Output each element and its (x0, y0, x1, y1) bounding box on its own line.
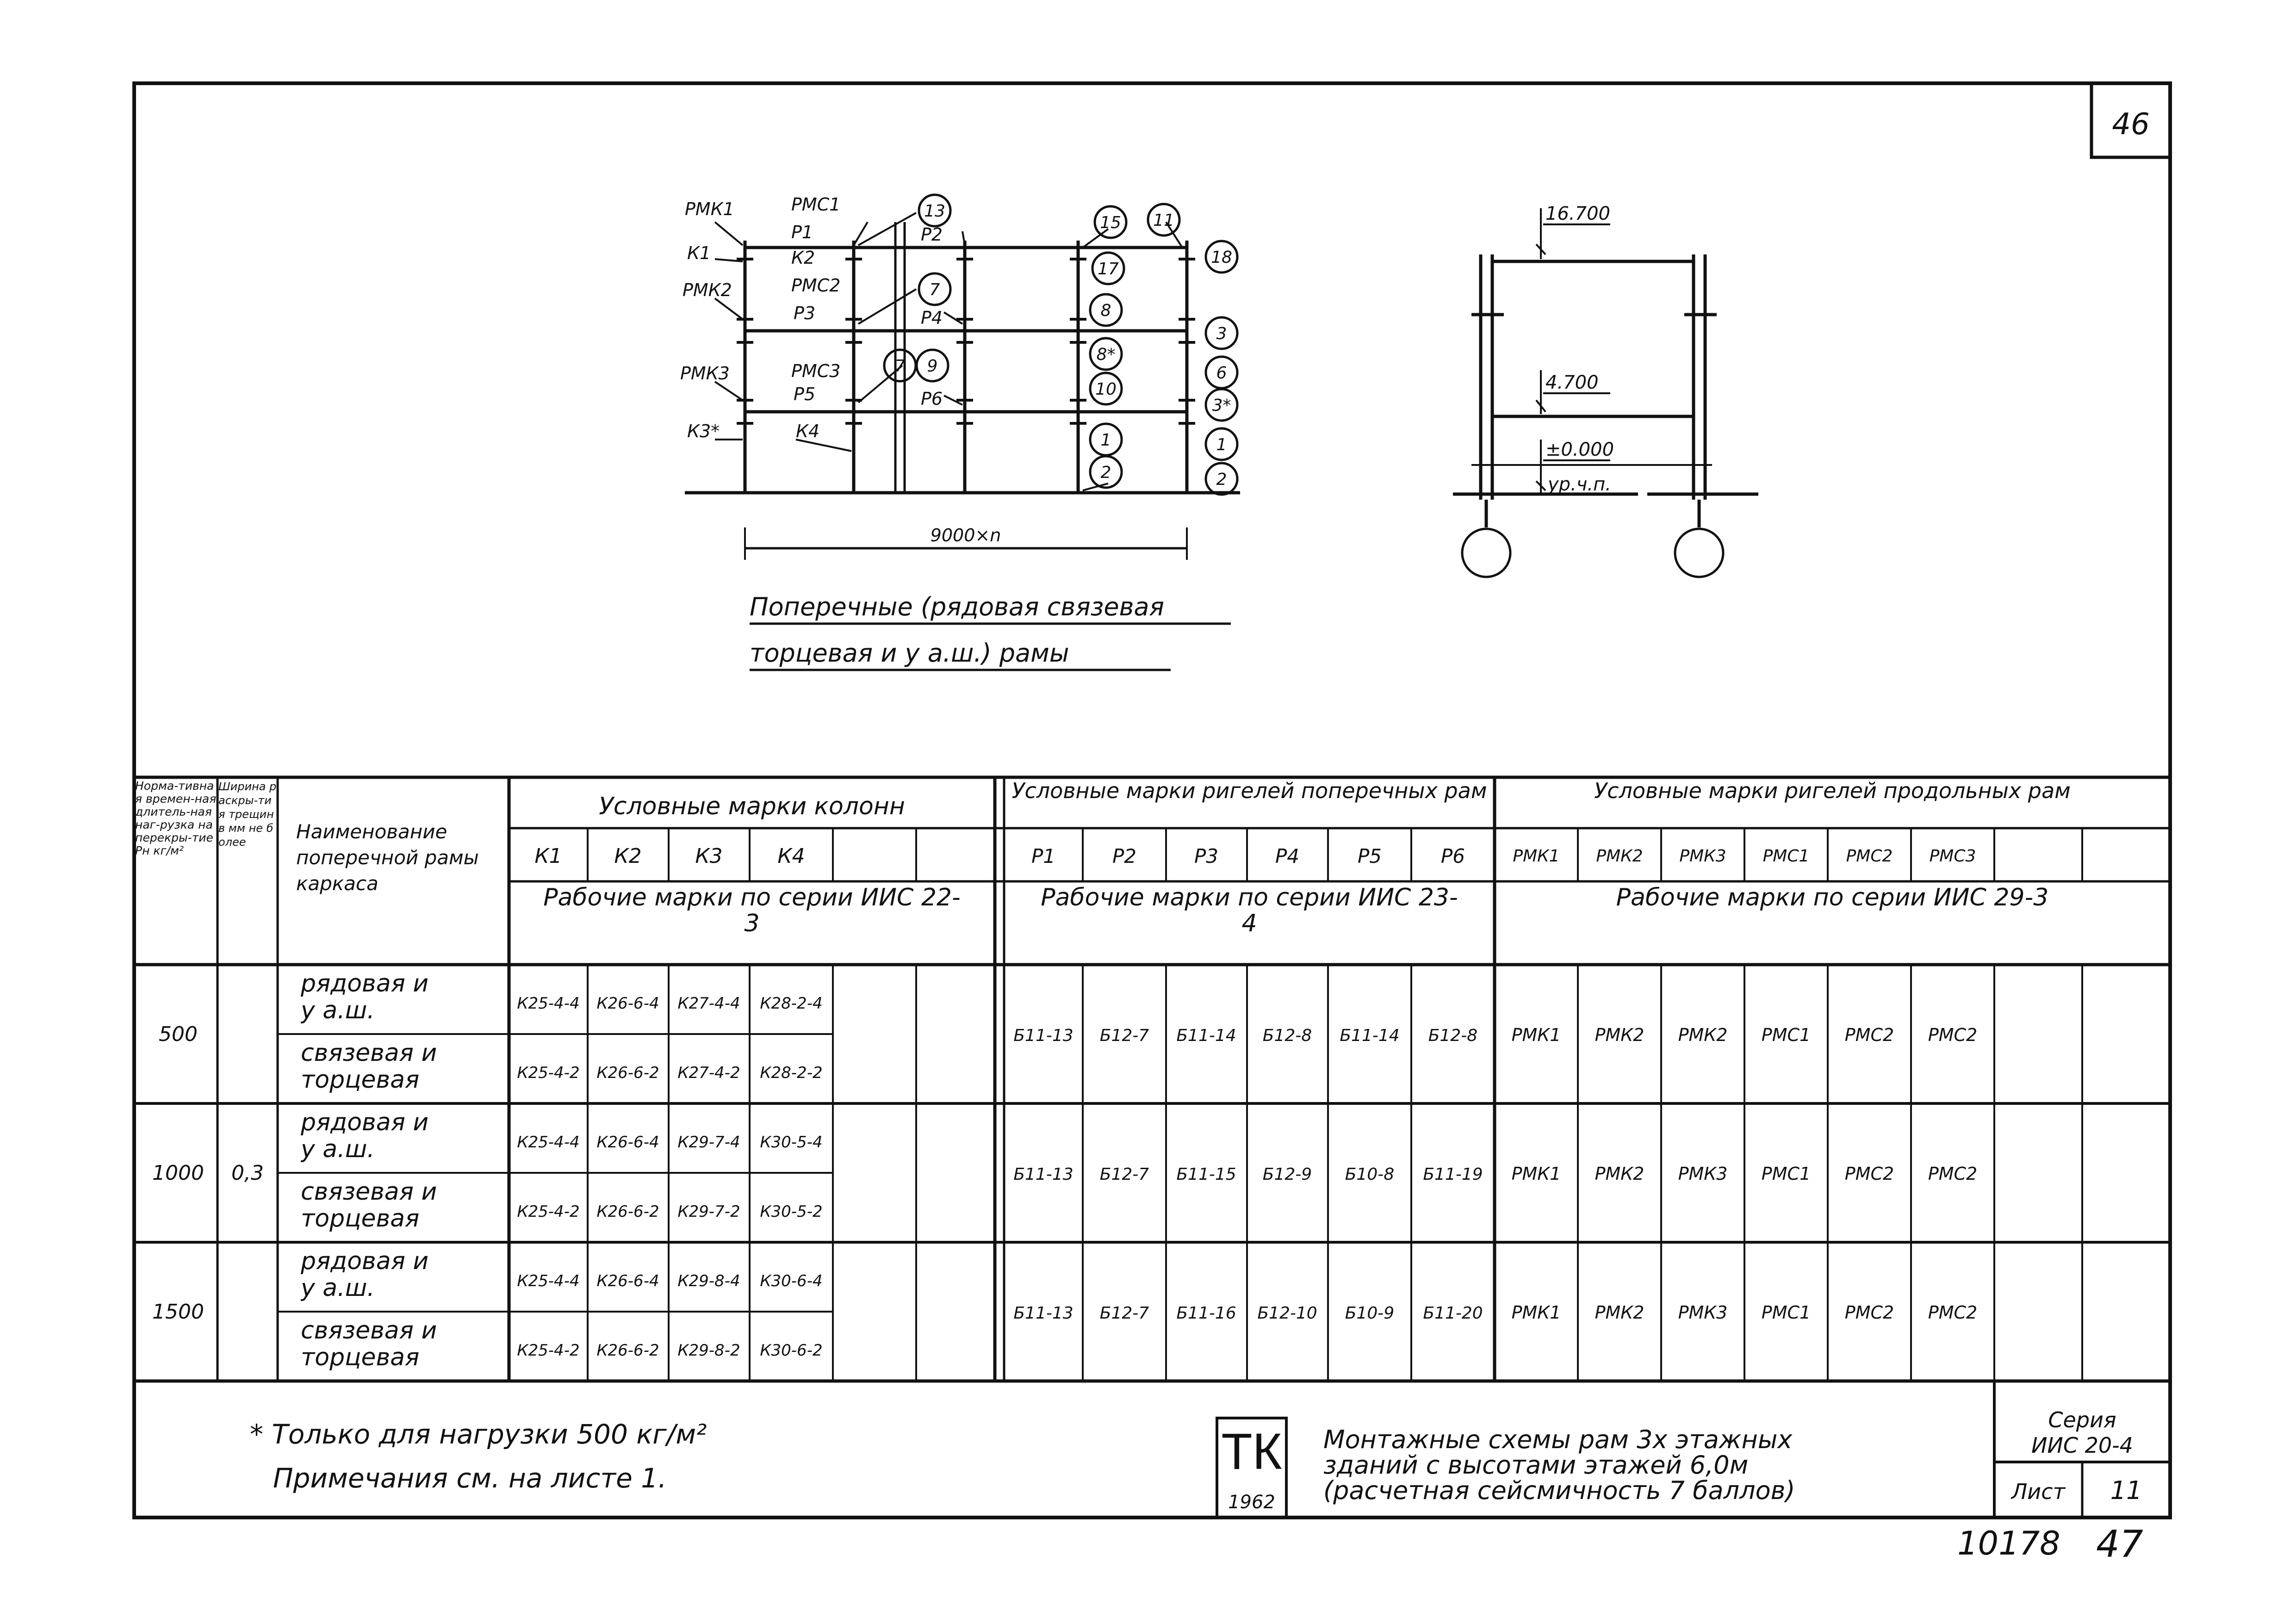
svg-text:7: 7 (894, 357, 906, 376)
long-girder-mark-cell: РМК3 (1678, 1164, 1728, 1184)
svg-text:1: 1 (1100, 431, 1111, 450)
position-circle (919, 273, 950, 305)
svg-text:2: 2 (1100, 463, 1111, 482)
svg-text:9: 9 (927, 357, 938, 376)
girder-mark-cell: Б11-20 (1423, 1304, 1483, 1323)
girder-mark-cell: Б12-7 (1099, 1165, 1149, 1184)
position-circle (1092, 253, 1124, 284)
column-mark-cell: К30-5-4 (760, 1133, 823, 1152)
transverse-frame-scheme (685, 213, 1240, 560)
col-r4: Р4 (1275, 845, 1300, 867)
col-k4: К4 (777, 844, 805, 868)
svg-text:1: 1 (1216, 435, 1227, 454)
label-k2: К2 (791, 248, 815, 268)
header-crack-text: Ширина раскры-тия трещин в мм не более (218, 780, 277, 849)
position-circle (1090, 373, 1122, 404)
girder-mark-cell: Б11-15 (1176, 1165, 1236, 1184)
long-girder-mark-cell: РМС1 (1761, 1302, 1811, 1323)
position-circle (1090, 424, 1122, 455)
group2-subheaders (1031, 845, 1465, 867)
col-r6: Р6 (1440, 845, 1465, 867)
svg-text:15: 15 (1100, 213, 1121, 232)
position-circle (1206, 357, 1237, 388)
group1-subheaders (534, 844, 805, 868)
svg-text:7: 7 (929, 280, 940, 299)
long-girder-mark-cell: РМК1 (1511, 1164, 1561, 1184)
long-girder-mark-cell: РМС2 (1844, 1025, 1894, 1045)
stamp-year: 1962 (1228, 1492, 1275, 1513)
long-girder-mark-cell: РМС2 (1844, 1302, 1894, 1323)
sheet-number-top: 46 (2112, 107, 2150, 142)
position-circle (1090, 456, 1122, 488)
long-girder-mark-cell: РМК1 (1511, 1025, 1561, 1045)
girder-mark-cell: Б12-8 (1262, 1026, 1312, 1045)
girder-mark-cell: Б11-16 (1176, 1304, 1236, 1323)
schedule-table-body (152, 970, 1977, 1380)
svg-text:8: 8 (1100, 301, 1111, 320)
column-mark-cell: К29-7-4 (677, 1133, 740, 1152)
header-name (296, 819, 500, 911)
column-mark-cell: К26-6-2 (596, 1202, 659, 1221)
load-value: 1500 (152, 1300, 204, 1324)
svg-text:2: 2 (1216, 470, 1227, 489)
footnote-notes: Примечания см. на листе 1. (273, 1462, 667, 1494)
svg-text:3: 3 (1216, 324, 1227, 343)
long-girder-mark-cell: РМС2 (1928, 1025, 1978, 1045)
girder-mark-cell: Б12-7 (1099, 1026, 1149, 1045)
label-k1: К1 (687, 243, 711, 263)
column-mark-cell: К25-4-4 (517, 1272, 580, 1290)
position-circle (1206, 241, 1237, 273)
girder-mark-cell: Б12-7 (1099, 1304, 1149, 1323)
sheet-label: Лист (2011, 1479, 2066, 1504)
girder-mark-cell: Б11-13 (1013, 1304, 1074, 1323)
frame-type-name: рядовая и у а.ш. (301, 970, 429, 1024)
label-r3: Р3 (794, 303, 816, 323)
span-dimension: 9000×n (930, 525, 1001, 545)
column-mark-cell: К25-4-2 (517, 1202, 580, 1221)
frame-type-name: связевая и торцевая (301, 1178, 437, 1233)
drawing-title-line1: Поперечные (рядовая связевая (750, 592, 1165, 621)
svg-text:13: 13 (924, 202, 945, 221)
girder-mark-cell: Б12-9 (1262, 1165, 1312, 1184)
column-mark-cell: К30-5-2 (760, 1202, 823, 1221)
group3-series: Рабочие марки по серии ИИС 29-3 (1616, 885, 2049, 911)
stamp-title-line1: Монтажные схемы рам 3х этажных (1323, 1425, 1793, 1454)
svg-text:18: 18 (1211, 248, 1232, 267)
girder-mark-cell: Б11-13 (1013, 1165, 1074, 1184)
load-value: 500 (159, 1022, 198, 1046)
girder-mark-cell: Б11-14 (1176, 1026, 1236, 1045)
label-rmk2: РМК2 (683, 280, 732, 300)
col-r2: Р2 (1112, 845, 1137, 867)
sheet-value: 11 (2110, 1476, 2142, 1505)
position-circle (919, 195, 950, 226)
label-rms1: РМС1 (791, 194, 841, 215)
frame-labels (680, 194, 943, 441)
crack-width-value: 0,3 (231, 1161, 264, 1185)
drawing-title-line2: торцевая и у а.ш.) рамы (750, 638, 1069, 668)
col-rmk3: РМК3 (1679, 847, 1726, 866)
girder-mark-cell: Б10-8 (1345, 1165, 1395, 1184)
position-circle (1206, 463, 1237, 495)
col-r3: Р3 (1194, 845, 1219, 867)
header-crack (218, 780, 277, 962)
column-mark-cell: К27-4-2 (677, 1064, 740, 1082)
position-circle (1090, 294, 1122, 326)
long-girder-mark-cell: РМС2 (1928, 1302, 1978, 1323)
column-mark-cell: К29-7-2 (677, 1202, 740, 1221)
position-circle (1206, 317, 1237, 349)
long-girder-mark-cell: РМК2 (1678, 1025, 1728, 1045)
stamp-title-line3: (расчетная сейсмичность 7 баллов) (1323, 1476, 1795, 1505)
svg-text:10: 10 (1095, 380, 1117, 399)
column-mark-cell: К25-4-2 (517, 1064, 580, 1082)
footnote-load: * Только для нагрузки 500 кг/м² (250, 1419, 707, 1450)
frame-type-name: рядовая и у а.ш. (301, 1248, 429, 1302)
long-girder-mark-cell: РМК2 (1595, 1164, 1644, 1184)
stamp-logo: ТК (1221, 1423, 1282, 1480)
label-r2: Р2 (921, 224, 943, 245)
girder-mark-cell: Б11-19 (1423, 1165, 1483, 1184)
drawing-title (750, 592, 1231, 670)
column-mark-cell: К28-2-2 (760, 1064, 823, 1082)
label-r1: Р1 (791, 222, 813, 242)
girder-mark-cell: Б12-10 (1257, 1304, 1317, 1323)
column-mark-cell: К25-4-2 (517, 1341, 580, 1360)
svg-text:3*: 3* (1212, 396, 1231, 415)
label-rmk1: РМК1 (685, 199, 734, 219)
col-r5: Р5 (1357, 845, 1382, 867)
group2-series: Рабочие марки по серии ИИС 23-4 (1041, 885, 1458, 937)
column-mark-cell: К26-6-4 (596, 1133, 659, 1152)
label-k4: К4 (796, 421, 820, 441)
frame-type-name: связевая и торцевая (301, 1040, 437, 1094)
elevation-top: 16.700 (1545, 203, 1610, 224)
position-circle (1206, 428, 1237, 460)
position-circle (917, 350, 948, 381)
girder-mark-cell: Б11-13 (1013, 1026, 1074, 1045)
column-mark-cell: К26-6-4 (596, 994, 659, 1013)
column-mark-cell: К30-6-4 (760, 1272, 823, 1290)
header-load-text: Норма-тивная времен-ная длитель-ная наг-рузка на перекры-тие Pн кг/м² (135, 780, 217, 857)
frame-type-name: связевая и торцевая (301, 1317, 437, 1371)
long-girder-mark-cell: РМС1 (1761, 1164, 1811, 1184)
page-number-bottom: 47 (2096, 1523, 2143, 1566)
col-rmk1: РМК1 (1513, 847, 1560, 866)
long-girder-mark-cell: РМС2 (1844, 1164, 1894, 1184)
stamp-title-line2: зданий с высотами этажей 6,0м (1323, 1450, 1749, 1480)
elevation-zero: ±0.000 (1545, 439, 1614, 460)
group3-title: Условные марки ригелей продольных рам (1594, 780, 2071, 803)
col-rms3: РМС3 (1929, 847, 1976, 866)
position-circle (1095, 206, 1126, 238)
column-mark-cell: К28-2-4 (760, 994, 823, 1013)
position-circle (1206, 389, 1237, 421)
svg-text:6: 6 (1216, 364, 1227, 383)
svg-text:17: 17 (1098, 260, 1119, 279)
series-label: Серия (2048, 1407, 2116, 1432)
group1-series: Рабочие марки по серии ИИС 22-3 (543, 885, 961, 937)
long-girder-mark-cell: РМК1 (1511, 1302, 1561, 1323)
column-mark-cell: К27-4-4 (677, 994, 740, 1013)
column-mark-cell: К29-8-4 (677, 1272, 740, 1290)
long-girder-mark-cell: РМК3 (1678, 1302, 1728, 1323)
col-rms1: РМС1 (1762, 847, 1810, 866)
header-name-text: Наименование поперечной рамы каркаса (296, 820, 479, 895)
col-k2: К2 (614, 844, 642, 868)
archive-number: 10178 (1957, 1524, 2060, 1562)
column-mark-cell: К25-4-4 (517, 1133, 580, 1152)
col-rmk2: РМК2 (1596, 847, 1643, 866)
col-r1: Р1 (1031, 845, 1056, 867)
col-k1: К1 (534, 844, 562, 868)
label-r4: Р4 (921, 308, 943, 328)
col-rms2: РМС2 (1846, 847, 1893, 866)
group2-title: Условные марки ригелей поперечных рам (1011, 780, 1487, 803)
girder-mark-cell: Б10-9 (1345, 1304, 1395, 1323)
elevation-mid: 4.700 (1545, 372, 1599, 393)
column-mark-cell: К25-4-4 (517, 994, 580, 1013)
position-circle (1148, 204, 1179, 235)
long-girder-mark-cell: РМК2 (1595, 1302, 1644, 1323)
label-k3: К3* (687, 421, 720, 441)
load-value: 1000 (152, 1161, 204, 1185)
col-k3: К3 (695, 844, 723, 868)
column-mark-cell: К26-6-4 (596, 1272, 659, 1290)
frame-type-name: рядовая и у а.ш. (301, 1109, 429, 1163)
series-value: ИИС 20-4 (2031, 1433, 2133, 1458)
long-girder-mark-cell: РМС2 (1928, 1164, 1978, 1184)
long-girder-mark-cell: РМК2 (1595, 1025, 1644, 1045)
header-load (135, 780, 217, 962)
column-mark-cell: К30-6-2 (760, 1341, 823, 1360)
girder-mark-cell: Б11-14 (1340, 1026, 1400, 1045)
group1-title: Условные марки колонн (599, 793, 905, 820)
label-rmk3: РМК3 (680, 363, 730, 384)
label-r5: Р5 (794, 384, 816, 404)
svg-text:8*: 8* (1096, 345, 1116, 364)
column-mark-cell: К29-8-2 (677, 1341, 740, 1360)
column-mark-cell: К26-6-2 (596, 1341, 659, 1360)
elevation-ground: ур.ч.п. (1548, 474, 1611, 495)
label-rms3: РМС3 (791, 361, 841, 381)
label-r6: Р6 (921, 389, 943, 409)
label-rms2: РМС2 (791, 275, 841, 296)
girder-mark-cell: Б12-8 (1428, 1026, 1478, 1045)
long-girder-mark-cell: РМС1 (1761, 1025, 1811, 1045)
svg-text:11: 11 (1153, 211, 1174, 230)
position-circle (1090, 338, 1122, 370)
column-mark-cell: К26-6-2 (596, 1064, 659, 1082)
position-circle (884, 350, 916, 381)
